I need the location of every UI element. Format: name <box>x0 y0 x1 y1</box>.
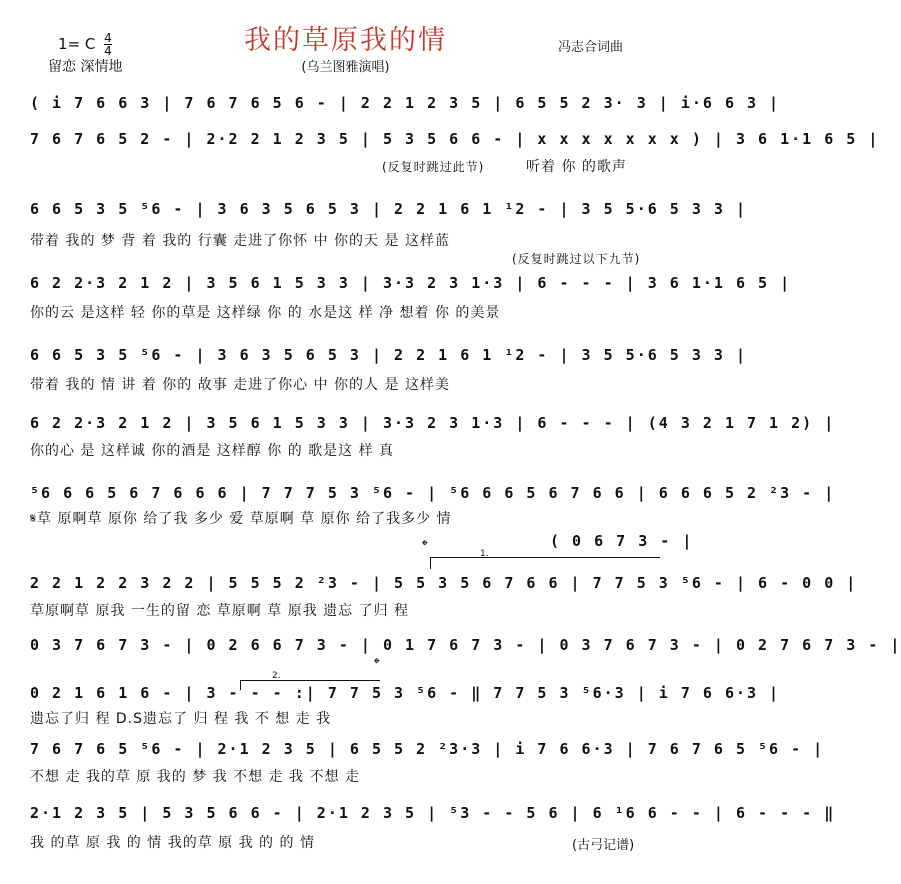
volta-1-line <box>430 557 660 558</box>
coda-sign-1: 𝄌 <box>422 536 428 555</box>
notation-row-6: 6 2 2·3 2 1 2 | 3 5 6 1 5 3 3 | 3·3 2 3 1·3 | 6 - - - | (4 3 2 1 7 1 2) | <box>30 414 836 432</box>
volta-2-line <box>240 680 380 681</box>
notation-row-9: 0 3 7 6 7 3 - | 0 2 6 6 7 3 - | 0 1 7 6 7 3 - | 0 3 7 6 7 3 - | 0 2 7 6 7 3 - | <box>30 636 901 654</box>
notation-row-10: 0 2 1 6 1 6 - | 3 - - - :| 7 7 5 3 ⁵6 - ‖ 7 7 5 3 ⁵6·3 | i 7 6 6·3 | <box>30 684 781 702</box>
volta-1-label: 1. <box>480 549 489 559</box>
notation-row-4: 6 2 2·3 2 1 2 | 3 5 6 1 5 3 3 | 3·3 2 3 1·3 | 6 - - - | 3 6 1·1 6 5 | <box>30 274 792 292</box>
singer: (乌兰图雅演唱) <box>301 60 390 75</box>
lyrics-row-5: 带着 我的 情 讲 着 你的 故事 走进了你心 中 你的人 是 这样美 <box>30 377 450 393</box>
notation-row-3: 6 6 5 3 5 ⁵6 - | 3 6 3 5 6 5 3 | 2 2 1 6 1 ¹2 - | 3 5 5·6 5 3 3 | <box>30 200 747 218</box>
notation-row-7: ⁵6 6 6 5 6 7 6 6 6 | 7 7 7 5 3 ⁵6 - | ⁵6 6 6 5 6 7 6 6 | 6 6 6 5 2 ²3 - | <box>30 484 836 502</box>
key-signature <box>58 32 112 57</box>
time-signature <box>104 32 112 57</box>
lyrics-row-6: 你的心 是 这样诚 你的酒是 这样醇 你 的 歌是这 样 真 <box>30 443 395 459</box>
performance-style: 留恋 深情地 <box>48 59 123 75</box>
lyrics-row-8: 草原啊草 原我 一生的留 恋 草原啊 草 原我 遗忘 了归 程 <box>30 603 410 619</box>
notation-row-2: 7 6 7 6 5 2 - | 2·2 2 1 2 3 5 | 5 3 5 6 6 - | x x x x x x x ) | 3 6 1·1 6 5 | <box>30 130 880 148</box>
notation-row-5: 6 6 5 3 5 ⁵6 - | 3 6 3 5 6 5 3 | 2 2 1 6 1 ¹2 - | 3 5 5·6 5 3 3 | <box>30 346 747 364</box>
lyrics-row-10: 遗忘了归 程 D.S遗忘了 归 程 我 不 想 走 我 <box>30 711 332 727</box>
notation-row-1: ( i 7 6 6 3 | 7 6 7 6 5 6 - | 2 2 1 2 3 5 | 6 5 5 2 3· 3 | i·6 6 3 | <box>30 94 781 112</box>
composer: 冯志合词曲 <box>558 40 624 55</box>
notation-row-12: 2·1 2 3 5 | 5 3 5 6 6 - | 2·1 2 3 5 | ⁵3 - - 5 6 | 6 ¹6 6 - - | 6 - - - ‖ <box>30 804 836 822</box>
notation-row-7b: ( 0 6 7 3 - | <box>550 532 694 550</box>
lyrics-row-4: 你的云 是这样 轻 你的草是 这样绿 你 的 水是这 样 净 想着 你 的美景 <box>30 305 501 321</box>
lyrics-row-3: 带着 我的 梦 背 着 我的 行囊 走进了你怀 中 你的天 是 这样蓝 <box>30 233 450 249</box>
meter-bottom: 4 <box>104 44 112 58</box>
notation-row-8: 2 2 1 2 2 3 2 2 | 5 5 5 2 ²3 - | 5 5 3 5 6 7 6 6 | 7 7 5 3 ⁵6 - | 6 - 0 0 | <box>30 574 858 592</box>
lyrics-row-12: 我 的草 原 我 的 情 我的草 原 我 的 的 情 <box>30 835 315 851</box>
key-text: 1= C <box>58 35 96 53</box>
repeat-note-2: (反复时跳过以下九节) <box>512 252 641 266</box>
song-title: 我的草原我的情 <box>244 25 447 56</box>
notation-row-11: 7 6 7 6 5 ⁵6 - | 2·1 2 3 5 | 6 5 5 2 ²3·3 | i 7 6 6·3 | 7 6 7 6 5 ⁵6 - | <box>30 740 825 758</box>
lyrics-row-7: 𝄋草 原啊草 原你 给了我 多少 爱 草原啊 草 原你 给了我多少 情 <box>30 511 452 527</box>
lyrics-row-11: 不想 走 我的草 原 我的 梦 我 不想 走 我 不想 走 <box>30 769 360 785</box>
transcriber-credit: (古弓记谱) <box>572 838 635 853</box>
lyrics-row-2: 听着 你 的歌声 <box>526 159 627 175</box>
repeat-note-1: (反复时跳过此节) <box>382 160 485 174</box>
meter-top: 4 <box>104 31 112 45</box>
coda-sign-2: 𝄌 <box>374 654 380 673</box>
volta-2-label: 2. <box>272 671 281 681</box>
volta-1-hook <box>430 557 431 569</box>
